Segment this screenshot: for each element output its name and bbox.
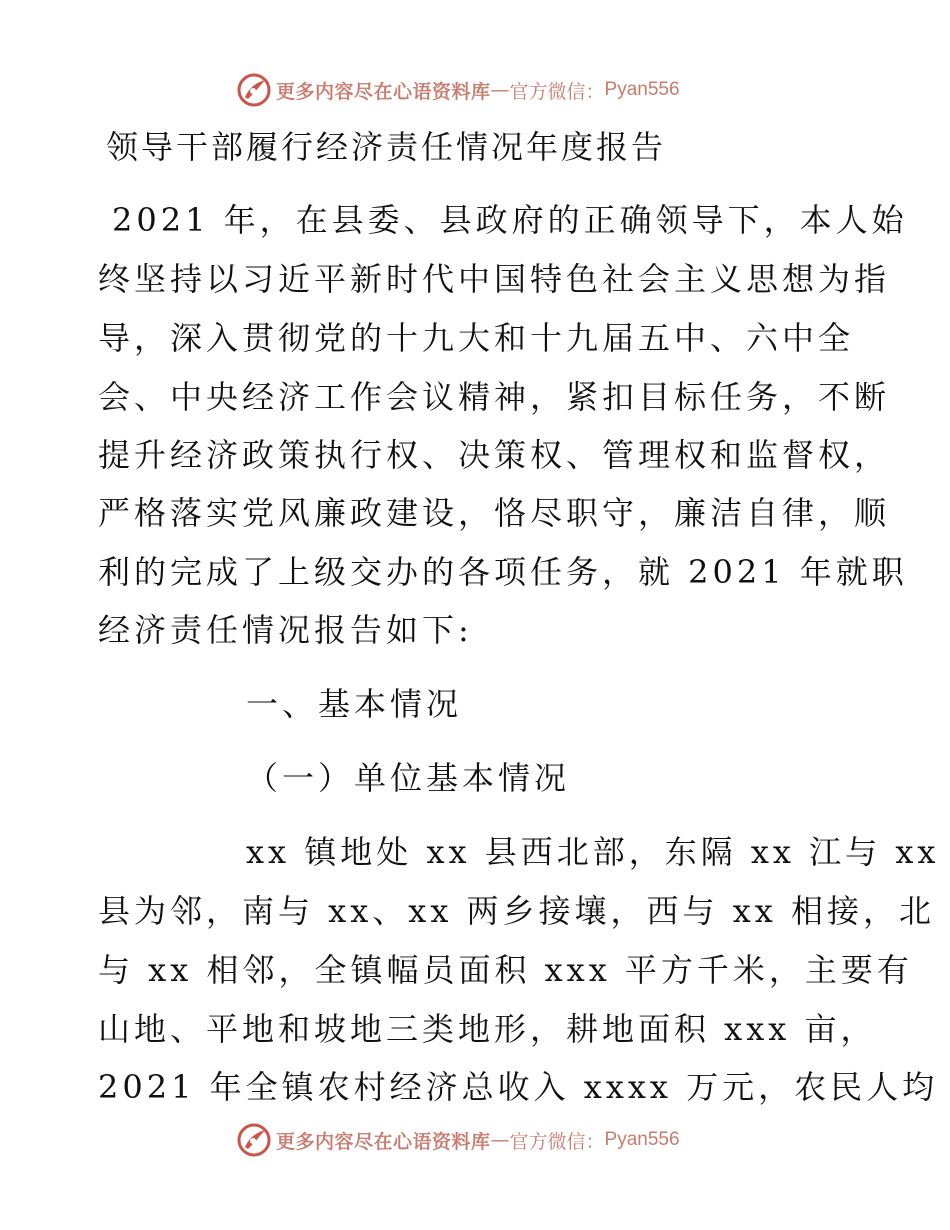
body-line: 与 xx 相邻，全镇幅员面积 xxx 平方千米，主要有 — [98, 951, 913, 989]
watermark-main-text: 更多内容尽在心语资料库 — [276, 80, 491, 103]
body-line: xx 镇地处 xx 县西北部，东隔 xx 江与 xx — [246, 833, 940, 871]
intro-line: 利的完成了上级交办的各项任务，就 2021 年就职 — [98, 553, 908, 591]
watermark-dash: — — [490, 1129, 510, 1151]
intro-line: 严格落实党风廉政建设，恪尽职守，廉洁自律，顺 — [98, 494, 891, 532]
watermark-footer — [236, 1122, 680, 1158]
intro-line: 2021 年，在县委、县政府的正确领导下，本人始 — [112, 201, 908, 239]
body-line: 2021 年全镇农村经济总收入 xxxx 万元，农民人均 — [98, 1068, 939, 1106]
body-line: 山地、平地和坡地三类地形，耕地面积 xxx 亩， — [98, 1010, 877, 1048]
watermark-main-text: 更多内容尽在心语资料库 — [276, 1130, 491, 1153]
watermark-wechat-label: 官方微信： — [509, 1130, 605, 1153]
body-line: 县为邻，南与 xx、xx 两乡接壤，西与 xx 相接，北 — [98, 892, 935, 930]
watermark-wechat-label: 官方微信： — [509, 80, 605, 103]
watermark-header — [236, 72, 680, 108]
section-heading: 一、基本情况 — [246, 685, 463, 723]
watermark-dash: — — [490, 79, 510, 101]
intro-line: 终坚持以习近平新时代中国特色社会主义思想为指 — [98, 260, 891, 298]
logo-seal-icon — [236, 72, 272, 108]
intro-line: 会、中央经济工作会议精神，紧扣目标任务，不断 — [98, 378, 891, 416]
document-title: 领导干部履行经济责任情况年度报告 — [106, 128, 667, 166]
intro-line: 导，深入贯彻党的十九大和十九届五中、六中全 — [98, 319, 855, 357]
watermark-wechat-id: Pyan556 — [604, 79, 680, 100]
intro-line: 提升经济政策执行权、决策权、管理权和监督权， — [98, 436, 891, 474]
subsection-heading: （一）单位基本情况 — [246, 759, 571, 797]
watermark-wechat-id: Pyan556 — [604, 1129, 680, 1150]
intro-line: 经济责任情况报告如下: — [98, 611, 473, 649]
logo-seal-icon — [236, 1122, 272, 1158]
